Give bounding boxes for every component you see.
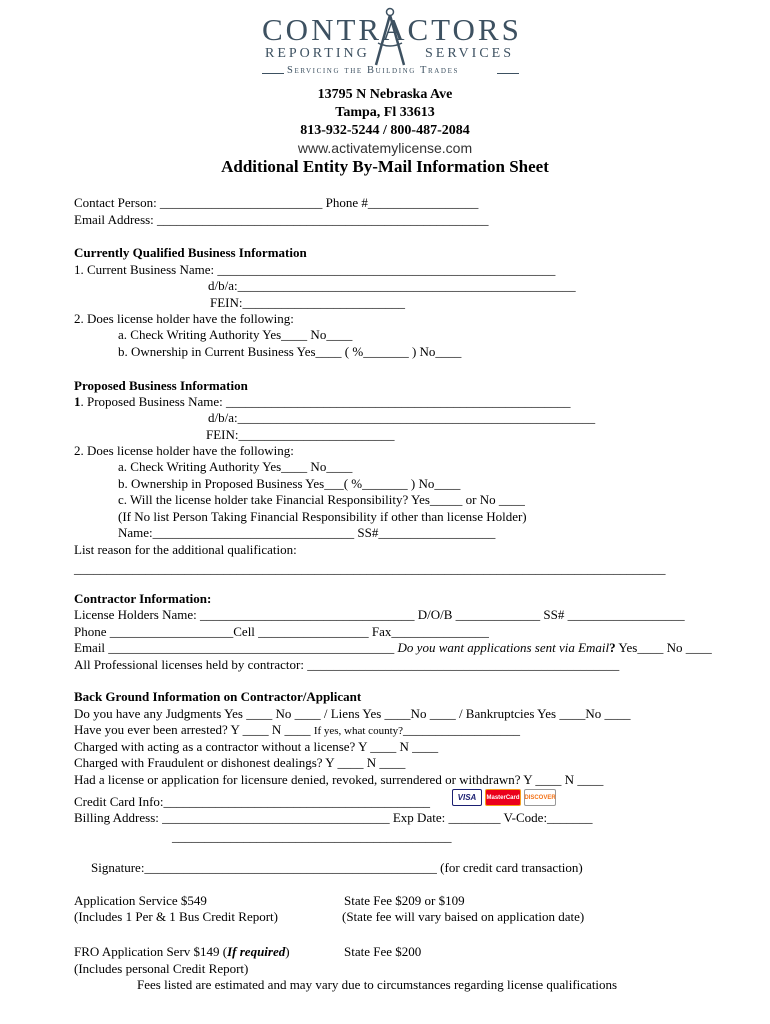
email-yes-no: Yes____ No ____ xyxy=(615,640,712,655)
billing-address-field[interactable]: Billing Address: ___________________________________ Exp Date: ________ V-Code:_______ xyxy=(74,810,593,825)
proposed-business-name-field[interactable] xyxy=(74,394,571,410)
email-line: Email ____________________________________________ xyxy=(74,640,398,655)
fro-includes: (Includes personal Credit Report) xyxy=(74,961,249,976)
proposed-fein-field[interactable]: FEIN:________________________ xyxy=(206,427,395,442)
fro-required: If required xyxy=(227,944,286,959)
email-question: Do you want applications sent via Email xyxy=(397,640,610,655)
logo-name: CONTRACTORS xyxy=(262,12,522,47)
mastercard-icon: MasterCard xyxy=(485,789,521,806)
application-includes: (Includes 1 Per & 1 Bus Credit Report) xyxy=(74,909,278,924)
contact-person-field[interactable]: Contact Person: _________________________ Phone #_________________ xyxy=(74,195,479,210)
proposed-business-heading: Proposed Business Information xyxy=(74,378,248,393)
fro-close: ) xyxy=(285,944,290,959)
application-service-fee: Application Service $549 xyxy=(74,893,207,908)
logo-sub-left: REPORTING xyxy=(265,46,370,61)
financial-responsibility-note: (If No list Person Taking Financial Responsibility if other than license Holder) xyxy=(118,509,527,524)
proposed-check-writing-field[interactable]: a. Check Writing Authority Yes____ No____ xyxy=(118,459,353,474)
professional-licenses-field[interactable]: All Professional licenses held by contractor: ________________________________________________ xyxy=(74,657,620,672)
fraud-field[interactable]: Charged with Fraudulent or dishonest dealings? Y ____ N ____ xyxy=(74,755,406,770)
proposed-dba-field[interactable]: d/b/a:_______________________________________________________ xyxy=(208,410,596,425)
logo-rule-left xyxy=(262,73,284,74)
current-dba-field[interactable]: d/b/a:____________________________________________________ xyxy=(208,278,576,293)
current-ownership-field[interactable]: b. Ownership in Current Business Yes____ ( %_______ ) No____ xyxy=(118,344,462,359)
state-fee-note: (State fee will vary baised on application date) xyxy=(342,909,585,924)
county-label: If yes, what county? xyxy=(313,725,404,737)
county-line: __________________ xyxy=(403,722,521,737)
billing-address-line-2[interactable]: ___________________________________________ xyxy=(172,829,452,844)
license-holder-field[interactable]: License Holders Name: _________________________________ D/O/B _____________ SS# __________________ xyxy=(74,607,685,622)
reason-label: List reason for the additional qualification: xyxy=(74,542,297,557)
credit-card-field[interactable]: Credit Card Info:_________________________________________ xyxy=(74,794,431,809)
acting-without-license-field[interactable]: Charged with acting as a contractor without a license? Y ____ N ____ xyxy=(74,739,439,754)
fees-disclaimer: Fees listed are estimated and may vary due to circumstances regarding license qualifications xyxy=(137,977,618,992)
application-state-fee: State Fee $209 or $109 xyxy=(344,893,465,908)
fro-state-fee: State Fee $200 xyxy=(344,944,422,959)
proposed-question-2: 2. Does license holder have the following: xyxy=(74,443,294,458)
discover-icon: DISCOVER xyxy=(524,789,556,806)
email-address-field[interactable]: Email Address: ___________________________________________________ xyxy=(74,212,489,227)
current-business-heading: Currently Qualified Business Information xyxy=(74,245,307,260)
contractor-heading: Contractor Information: xyxy=(74,591,212,606)
email-question-mark: ? xyxy=(609,640,616,655)
visa-icon: VISA xyxy=(452,789,482,806)
current-check-writing-field[interactable]: a. Check Writing Authority Yes____ No____ xyxy=(118,327,353,342)
fro-service-fee xyxy=(74,944,290,960)
reason-field[interactable]: ___________________________________________________________________________________________ xyxy=(74,561,666,576)
contractor-email-field[interactable] xyxy=(74,640,712,656)
proposed-ownership-field[interactable]: b. Ownership in Proposed Business Yes___( %_______ ) No____ xyxy=(118,476,461,491)
logo-tagline: Servicing the Building Trades xyxy=(287,65,459,76)
page-title: Additional Entity By-Mail Information Sheet xyxy=(221,157,549,176)
proposed-name-text: . Proposed Business Name: _____________________________________________________ xyxy=(80,394,571,409)
phone-numbers: 813-932-5244 / 800-487-2084 xyxy=(300,123,470,138)
fro-service-text: FRO Application Serv $149 ( xyxy=(74,944,228,959)
website-link[interactable]: www.activatemylicense.com xyxy=(297,140,473,156)
background-heading: Back Ground Information on Contractor/Applicant xyxy=(74,689,362,704)
current-business-name-field[interactable]: 1. Current Business Name: ____________________________________________________ xyxy=(74,262,556,277)
arrested-field[interactable] xyxy=(74,722,520,739)
proposed-item-number: 1 xyxy=(74,394,81,409)
arrested-text: Have you ever been arrested? Y ____ N ____ xyxy=(74,722,314,737)
address-line-2: Tampa, Fl 33613 xyxy=(335,105,435,120)
address-line-1: 13795 N Nebraska Ave xyxy=(317,87,453,102)
phone-cell-fax-field[interactable]: Phone ___________________Cell _________________ Fax_______________ xyxy=(74,624,489,639)
logo-sub-right: SERVICES xyxy=(425,46,515,61)
logo-rule-right xyxy=(497,73,519,74)
signature-field[interactable]: Signature:_____________________________________________ (for credit card transaction) xyxy=(91,860,583,875)
current-fein-field[interactable]: FEIN:_________________________ xyxy=(210,295,405,310)
responsible-person-field[interactable]: Name:_______________________________ SS#__________________ xyxy=(118,525,496,540)
financial-responsibility-field[interactable]: c. Will the license holder take Financial Responsibility? Yes_____ or No ____ xyxy=(118,492,525,507)
license-denied-field[interactable]: Had a license or application for licensure denied, revoked, surrendered or withdrawn? Y ____ N ____ xyxy=(74,772,604,787)
current-question-2: 2. Does license holder have the following: xyxy=(74,311,294,326)
judgments-liens-field[interactable]: Do you have any Judgments Yes ____ No ____ / Liens Yes ____No ____ / Bankruptcies Yes ____No ____ xyxy=(74,706,631,721)
